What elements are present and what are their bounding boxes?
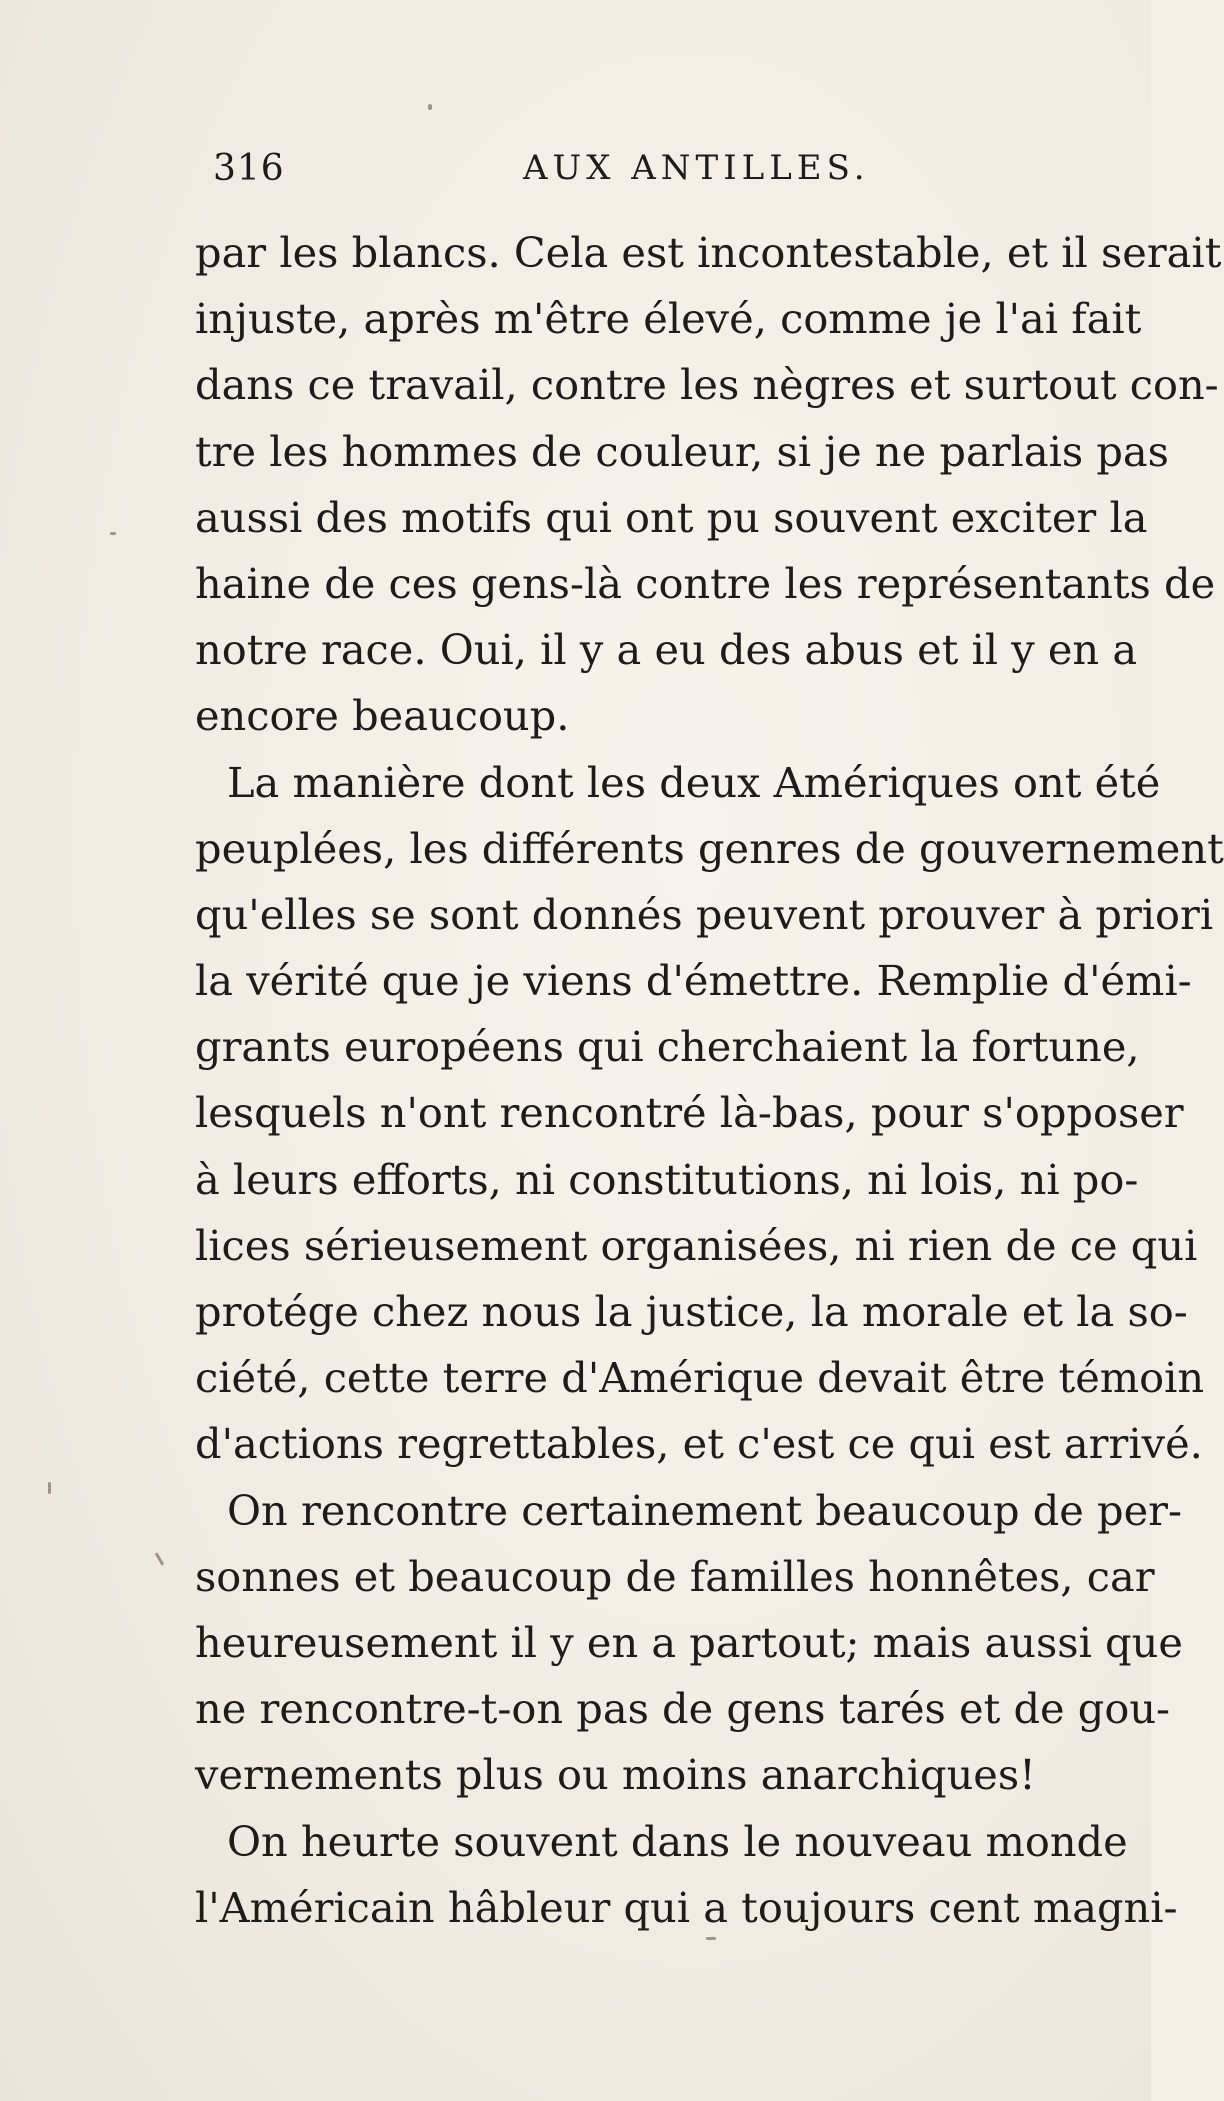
page-header bbox=[213, 148, 1053, 198]
text-line: protége chez nous la justice, la morale et la so- bbox=[195, 1287, 1188, 1336]
ink-speck bbox=[428, 104, 432, 110]
running-head: AUX ANTILLES. bbox=[523, 148, 870, 188]
text-line: notre race. Oui, il y a eu des abus et il y en a bbox=[195, 625, 1138, 675]
text-line: vernements plus ou moins anarchiques! bbox=[195, 1750, 1036, 1800]
text-line: lesquels n'ont rencontré là-bas, pour s'opposer bbox=[195, 1088, 1184, 1138]
text-line: grants européens qui cherchaient la fortune, bbox=[195, 1022, 1140, 1072]
text-line: heureusement il y en a partout; mais aussi que bbox=[195, 1617, 1183, 1667]
text-line: injuste, après m'être élevé, comme je l'ai fait bbox=[195, 294, 1142, 344]
text-line: On rencontre certainement beaucoup de per- bbox=[227, 1485, 1183, 1535]
ink-speck bbox=[155, 1552, 165, 1566]
text-line: aussi des motifs qui ont pu souvent exciter la bbox=[195, 492, 1148, 542]
text-line: haine de ces gens-là contre les représentants de bbox=[195, 558, 1216, 608]
text-line: ne rencontre-t-on pas de gens tarés et de gou- bbox=[195, 1684, 1171, 1734]
ink-speck bbox=[48, 1482, 51, 1494]
text-line: d'actions regrettables, et c'est ce qui est arrivé. bbox=[195, 1419, 1203, 1469]
text-line: ciété, cette terre d'Amérique devait être témoin bbox=[195, 1353, 1205, 1403]
text-line: la vérité que je viens d'émettre. Remplie d'émi- bbox=[195, 956, 1192, 1006]
ink-speck bbox=[110, 532, 116, 535]
body-text bbox=[195, 220, 1224, 1941]
text-line: peuplées, les différents genres de gouvernement bbox=[195, 823, 1224, 873]
text-line: tre les hommes de couleur, si je ne parlais pas bbox=[195, 426, 1169, 476]
paragraph-2 bbox=[195, 750, 1224, 1478]
text-line: La manière dont les deux Amériques ont été bbox=[227, 757, 1161, 807]
text-line: On heurte souvent dans le nouveau monde bbox=[227, 1816, 1128, 1866]
text-line: lices sérieusement organisées, ni rien de ce qui bbox=[195, 1220, 1198, 1270]
text-line: sonnes et beaucoup de familles honnêtes, car bbox=[195, 1551, 1155, 1601]
paragraph-3 bbox=[195, 1478, 1183, 1809]
page-number: 316 bbox=[213, 148, 285, 189]
text-line: par les blancs. Cela est incontestable, et il serait bbox=[195, 228, 1222, 277]
text-line: qu'elles se sont donnés peuvent prouver à priori bbox=[195, 889, 1214, 939]
text-line: l'Américain hâbleur qui a toujours cent magni- bbox=[195, 1882, 1178, 1932]
text-line: encore beaucoup. bbox=[195, 691, 570, 741]
paragraph-1 bbox=[195, 220, 1222, 750]
text-line: dans ce travail, contre les nègres et surtout con- bbox=[195, 360, 1219, 410]
text-line: à leurs efforts, ni constitutions, ni lois, ni po- bbox=[195, 1154, 1139, 1204]
paragraph-4 bbox=[195, 1809, 1178, 1941]
